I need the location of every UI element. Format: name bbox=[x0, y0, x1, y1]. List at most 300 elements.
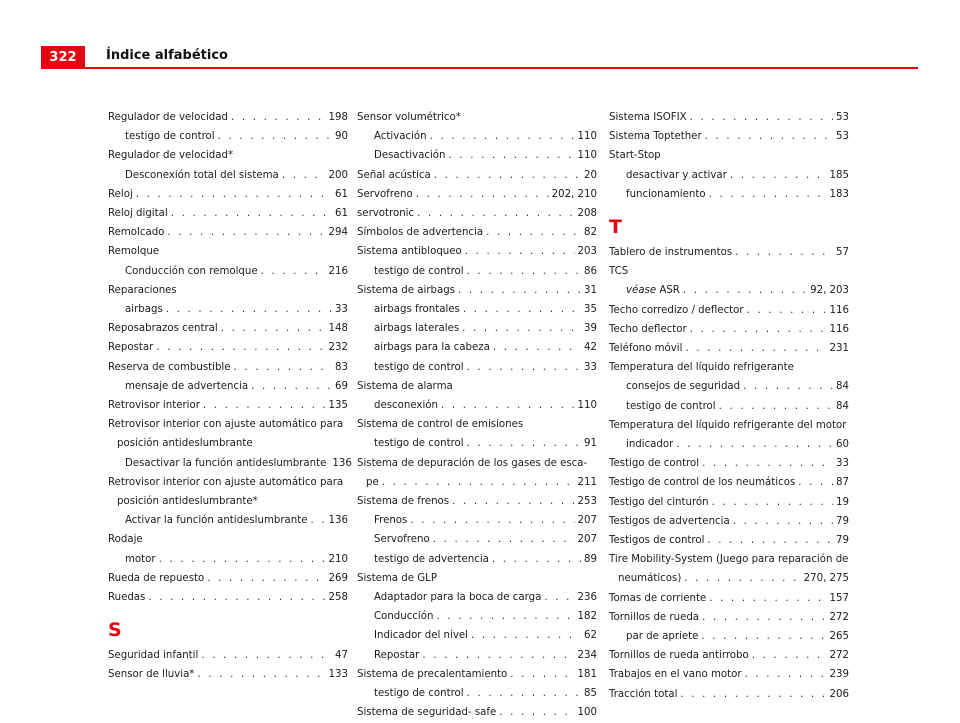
page-reference: 33 bbox=[836, 458, 849, 470]
section-letter-heading: S bbox=[108, 619, 122, 642]
index-entry bbox=[609, 358, 849, 377]
page-reference: 136 bbox=[328, 515, 348, 527]
index-entry bbox=[108, 319, 348, 338]
index-entry bbox=[108, 185, 348, 204]
page-reference: 35 bbox=[584, 304, 597, 316]
index-subentry bbox=[357, 434, 597, 453]
dot-leader bbox=[417, 204, 574, 223]
page-reference: 116 bbox=[829, 323, 849, 335]
dot-leader bbox=[310, 511, 325, 530]
entry-label: Testigo de control de los neumáticos bbox=[609, 477, 796, 489]
dot-leader bbox=[218, 127, 332, 146]
subentry-label: testigo de control bbox=[374, 438, 464, 450]
subentry-label: mensaje de advertencia bbox=[125, 380, 249, 392]
page-reference: 210 bbox=[328, 553, 348, 565]
index-entry-block bbox=[609, 512, 849, 531]
index-entry bbox=[609, 685, 849, 704]
dot-leader bbox=[735, 243, 833, 262]
index-subentry bbox=[108, 454, 352, 473]
page-reference: 148 bbox=[328, 323, 348, 335]
entry-label: Reposabrazos central bbox=[108, 323, 218, 335]
index-subentry bbox=[609, 627, 849, 646]
subentry-label: desconexión bbox=[374, 400, 438, 412]
page-reference: 239 bbox=[829, 669, 849, 681]
index-entry-block bbox=[609, 454, 849, 473]
index-entry-block bbox=[108, 146, 348, 184]
page-reference: 84 bbox=[836, 381, 849, 393]
index-entry-block bbox=[357, 377, 597, 415]
entry-label-continuation: pe bbox=[366, 476, 379, 488]
entry-label: Regulador de velocidad bbox=[108, 112, 228, 123]
index-entry-block bbox=[609, 358, 849, 416]
entry-label: Sistema de alarma bbox=[357, 380, 453, 392]
index-entry bbox=[108, 281, 348, 300]
entry-label: Retrovisor interior con ajuste automático para bbox=[108, 476, 344, 488]
index-subentry bbox=[357, 146, 597, 165]
dot-leader bbox=[465, 242, 575, 261]
dot-leader bbox=[544, 588, 574, 607]
index-entry-block bbox=[609, 608, 849, 646]
entry-label: Sensor de lluvia* bbox=[108, 669, 195, 681]
dot-leader bbox=[159, 550, 326, 569]
subentry-label: consejos de seguridad bbox=[626, 381, 741, 393]
dot-leader bbox=[743, 377, 833, 396]
dot-leader bbox=[702, 454, 833, 473]
entry-label: Techo corredizo / deflector bbox=[609, 304, 744, 316]
page-reference: 47 bbox=[335, 650, 348, 662]
page-reference: 86 bbox=[584, 265, 597, 277]
index-entry-block bbox=[108, 319, 348, 338]
page-reference: 234 bbox=[577, 649, 597, 661]
index-entry-block bbox=[609, 685, 849, 704]
index-entry-block bbox=[357, 415, 597, 453]
index-entry-continuation bbox=[609, 569, 849, 588]
entry-label: Sistema de control de emisiones bbox=[357, 419, 524, 431]
index-entry bbox=[609, 531, 849, 550]
index-entry bbox=[357, 223, 597, 242]
dot-leader bbox=[676, 435, 833, 454]
index-subentry bbox=[357, 396, 597, 415]
dot-leader bbox=[467, 684, 581, 703]
subentry-label: Repostar bbox=[374, 649, 420, 661]
subentry-label: airbags bbox=[125, 304, 163, 316]
page-reference: 100 bbox=[577, 707, 597, 719]
dot-leader bbox=[684, 569, 800, 588]
index-entry-block bbox=[609, 589, 849, 608]
index-entry bbox=[357, 492, 597, 511]
index-entry-block bbox=[357, 223, 597, 242]
page-reference: 19 bbox=[836, 496, 849, 508]
index-entry-block bbox=[609, 262, 849, 300]
index-entry bbox=[108, 146, 348, 165]
page-reference: 182 bbox=[577, 611, 597, 623]
index-entry bbox=[108, 358, 348, 377]
index-entry bbox=[357, 166, 597, 185]
entry-label: Tire Mobility-System (Juego para reparación de bbox=[609, 554, 849, 566]
page-reference: 61 bbox=[335, 208, 348, 220]
index-entry bbox=[609, 108, 849, 127]
subentry-label: Servofreno bbox=[374, 534, 430, 546]
dot-leader bbox=[709, 589, 826, 608]
entry-label: Tomas de corriente bbox=[609, 592, 707, 604]
dot-leader bbox=[197, 665, 325, 684]
dot-leader bbox=[510, 665, 574, 684]
dot-leader bbox=[705, 127, 833, 146]
index-subentry bbox=[609, 281, 849, 300]
page-reference: 90 bbox=[335, 131, 348, 143]
index-entry bbox=[357, 665, 597, 684]
entry-label: Ruedas bbox=[108, 592, 146, 604]
page-reference: 79 bbox=[836, 535, 849, 547]
subentry-label: Activación bbox=[374, 131, 427, 143]
entry-label: Sistema de depuración de los gases de esca- bbox=[357, 457, 588, 469]
dot-leader bbox=[690, 108, 833, 127]
dot-leader bbox=[167, 223, 325, 242]
index-entry-block bbox=[609, 301, 849, 320]
page-reference: 31 bbox=[584, 284, 597, 296]
dot-leader bbox=[701, 627, 826, 646]
dot-leader bbox=[156, 338, 325, 357]
dot-leader bbox=[683, 281, 807, 300]
index-entry-block bbox=[108, 588, 348, 607]
index-entry-block bbox=[609, 665, 849, 684]
entry-label: Tracción total bbox=[609, 688, 678, 700]
page-reference: 33 bbox=[335, 304, 348, 316]
index-entry-block bbox=[357, 569, 597, 665]
index-entry-block bbox=[108, 185, 348, 204]
index-entry bbox=[108, 338, 348, 357]
index-subentry bbox=[357, 511, 597, 530]
entry-label: Rodaje bbox=[108, 534, 143, 546]
dot-leader bbox=[410, 511, 574, 530]
entry-label: Símbolos de advertencia bbox=[357, 227, 484, 239]
page-reference: 116 bbox=[829, 304, 849, 316]
dot-leader bbox=[680, 685, 826, 704]
index-subentry bbox=[357, 319, 597, 338]
header-divider bbox=[41, 67, 918, 69]
page-reference: 211 bbox=[577, 476, 597, 488]
index-entry-block bbox=[609, 416, 849, 454]
dot-leader bbox=[467, 434, 581, 453]
page-reference: 270, 275 bbox=[803, 573, 849, 585]
index-subentry bbox=[108, 300, 348, 319]
index-entry-block bbox=[609, 646, 849, 665]
index-entry bbox=[357, 108, 597, 127]
dot-leader bbox=[463, 300, 581, 319]
index-entry bbox=[108, 665, 348, 684]
entry-label: Sistema Toptether bbox=[609, 131, 702, 143]
subentry-label: testigo de advertencia bbox=[374, 553, 489, 565]
subentry-label: motor bbox=[125, 553, 156, 565]
index-entry-block bbox=[609, 339, 849, 358]
page-reference: 87 bbox=[836, 477, 849, 489]
entry-label: Testigo de control bbox=[609, 458, 700, 470]
page-reference: 203 bbox=[577, 246, 597, 258]
entry-label: Temperatura del líquido refrigerante del motor bbox=[609, 419, 847, 431]
dot-leader bbox=[471, 626, 581, 645]
dot-leader bbox=[148, 588, 325, 607]
dot-leader bbox=[416, 185, 549, 204]
index-entry bbox=[357, 204, 597, 223]
entry-label: Testigos de control bbox=[609, 535, 705, 547]
page-reference: 42 bbox=[584, 342, 597, 354]
dot-leader bbox=[422, 646, 574, 665]
dot-leader bbox=[430, 127, 575, 146]
entry-label: Temperatura del líquido refrigerante bbox=[609, 362, 794, 374]
subentry-label: Desactivación bbox=[374, 150, 446, 162]
index-entry bbox=[357, 569, 597, 588]
page-reference: 84 bbox=[836, 400, 849, 412]
page-reference: 207 bbox=[577, 534, 597, 546]
dot-leader bbox=[207, 569, 325, 588]
dot-leader bbox=[201, 646, 332, 665]
dot-leader bbox=[434, 166, 581, 185]
index-entry-continuation bbox=[108, 492, 348, 511]
subentry-label: testigo de control bbox=[374, 265, 464, 277]
page-reference: 265 bbox=[829, 631, 849, 643]
index-entry bbox=[108, 108, 348, 127]
index-entry bbox=[609, 512, 849, 531]
index-entry bbox=[609, 454, 849, 473]
dot-leader bbox=[707, 531, 833, 550]
page-reference: 133 bbox=[328, 669, 348, 681]
subentry-label: Conducción bbox=[374, 611, 434, 623]
entry-label: Rueda de repuesto bbox=[108, 572, 205, 584]
page-reference: 206 bbox=[829, 688, 849, 700]
entry-label: Sistema ISOFIX bbox=[609, 112, 687, 123]
index-entry bbox=[609, 320, 849, 339]
page-reference: 83 bbox=[335, 361, 348, 373]
page-title: Índice alfabético bbox=[106, 48, 228, 63]
index-entry-block bbox=[609, 473, 849, 492]
index-entry-block bbox=[108, 473, 348, 531]
index-subentry bbox=[357, 127, 597, 146]
dot-leader bbox=[261, 262, 326, 281]
page-reference: 89 bbox=[584, 553, 597, 565]
index-column-3 bbox=[609, 108, 849, 704]
dot-leader bbox=[166, 300, 332, 319]
index-entry-block bbox=[357, 703, 597, 722]
index-subentry bbox=[357, 530, 597, 549]
index-entry-block bbox=[357, 492, 597, 569]
entry-label: Sistema de GLP bbox=[357, 572, 437, 584]
page-reference: 272 bbox=[829, 611, 849, 623]
index-entry bbox=[609, 473, 849, 492]
dot-leader bbox=[493, 338, 581, 357]
index-entry bbox=[357, 415, 597, 434]
index-subentry bbox=[357, 684, 597, 703]
entry-label-continuation: posición antideslumbrante bbox=[117, 438, 253, 450]
page-reference: 61 bbox=[335, 188, 348, 200]
page-reference: 157 bbox=[829, 592, 849, 604]
page-reference: 60 bbox=[836, 439, 849, 451]
index-subentry bbox=[357, 262, 597, 281]
index-entry-block bbox=[609, 243, 849, 262]
subentry-label: airbags para la cabeza bbox=[374, 342, 490, 354]
entry-label: Sistema de precalentamiento bbox=[357, 668, 508, 680]
entry-label-continuation: neumáticos) bbox=[618, 573, 682, 585]
page-reference: 200 bbox=[328, 169, 348, 181]
dot-leader bbox=[203, 396, 326, 415]
page-reference: 202, 210 bbox=[551, 188, 597, 200]
dot-leader bbox=[282, 166, 326, 185]
entry-label: Teléfono móvil bbox=[609, 343, 683, 355]
entry-label: Testigos de advertencia bbox=[609, 515, 730, 527]
page-reference: 69 bbox=[335, 380, 348, 392]
index-subentry bbox=[609, 397, 849, 416]
index-entry-block bbox=[108, 223, 348, 242]
subentry-label: Conducción con remolque bbox=[125, 265, 258, 277]
index-entry bbox=[108, 242, 348, 261]
page-reference: 236 bbox=[577, 592, 597, 604]
index-subentry bbox=[357, 646, 597, 665]
index-entry bbox=[357, 703, 597, 722]
dot-leader bbox=[441, 396, 575, 415]
dot-leader bbox=[136, 185, 332, 204]
index-subentry bbox=[357, 550, 597, 569]
page-reference: 294 bbox=[328, 227, 348, 239]
dot-leader bbox=[702, 608, 826, 627]
index-entry bbox=[609, 416, 849, 435]
page-reference: 258 bbox=[328, 592, 348, 604]
index-entry-block bbox=[108, 665, 348, 684]
index-entry-block bbox=[108, 646, 348, 665]
subentry-label: par de apriete bbox=[626, 631, 699, 643]
index-entry bbox=[108, 569, 348, 588]
entry-label: Remolque bbox=[108, 246, 160, 258]
index-column-2 bbox=[357, 108, 597, 723]
entry-label: Sistema de frenos bbox=[357, 496, 450, 508]
page-reference: 20 bbox=[584, 169, 597, 181]
entry-label: Señal acústica bbox=[357, 169, 431, 181]
index-column-1 bbox=[108, 108, 352, 685]
entry-label: Tornillos de rueda bbox=[609, 611, 700, 623]
page-reference: 39 bbox=[584, 323, 597, 335]
page-reference: 232 bbox=[328, 342, 348, 354]
index-entry-block bbox=[108, 530, 348, 568]
page-reference: 272 bbox=[829, 650, 849, 662]
dot-leader bbox=[752, 646, 827, 665]
index-entry-block bbox=[609, 531, 849, 550]
entry-label: Reparaciones bbox=[108, 284, 177, 296]
index-entry bbox=[609, 665, 849, 684]
entry-label: Start-Stop bbox=[609, 150, 661, 162]
index-entry bbox=[108, 588, 348, 607]
index-entry-block bbox=[609, 108, 849, 127]
dot-leader bbox=[231, 108, 326, 127]
index-entry-block bbox=[609, 550, 849, 588]
index-entry-block bbox=[357, 454, 597, 492]
index-entry-block bbox=[108, 242, 348, 280]
page-reference: 57 bbox=[836, 247, 849, 259]
index-entry-block bbox=[108, 108, 348, 146]
page-reference: 208 bbox=[577, 208, 597, 220]
entry-label: Sistema de airbags bbox=[357, 284, 455, 296]
subentry-label: Indicador del nivel bbox=[374, 630, 468, 642]
dot-leader bbox=[448, 146, 574, 165]
entry-label: Regulador de velocidad* bbox=[108, 150, 234, 162]
page-reference: 110 bbox=[577, 150, 597, 162]
index-subentry bbox=[357, 338, 597, 357]
index-entry-block bbox=[108, 281, 348, 319]
index-entry bbox=[357, 185, 597, 204]
entry-label: Reloj digital bbox=[108, 208, 168, 220]
index-entry-continuation bbox=[357, 473, 597, 492]
index-subentry bbox=[357, 607, 597, 626]
entry-label: Seguridad infantil bbox=[108, 650, 199, 662]
subentry-label: Desactivar la función antideslumbrante bbox=[125, 457, 327, 469]
dot-leader bbox=[798, 473, 833, 492]
index-entry bbox=[108, 530, 348, 549]
dot-leader bbox=[221, 319, 326, 338]
dot-leader bbox=[719, 397, 833, 416]
page-reference: 53 bbox=[836, 131, 849, 143]
index-entry-block bbox=[357, 108, 597, 166]
page-reference: 198 bbox=[328, 112, 348, 123]
dot-leader bbox=[436, 607, 574, 626]
subentry-label: indicador bbox=[626, 439, 674, 451]
subentry-label: testigo de control bbox=[626, 400, 716, 412]
index-entry bbox=[108, 223, 348, 242]
index-entry bbox=[609, 589, 849, 608]
index-entry bbox=[357, 281, 597, 300]
index-subentry bbox=[108, 550, 348, 569]
dot-leader bbox=[747, 301, 827, 320]
entry-label-continuation: posición antideslumbrante* bbox=[117, 496, 258, 508]
subentry-label: airbags frontales bbox=[374, 304, 460, 316]
index-entry-block bbox=[357, 204, 597, 223]
index-entry-block bbox=[609, 146, 849, 204]
page-reference: 183 bbox=[829, 188, 849, 200]
page-reference: 82 bbox=[584, 227, 597, 239]
page-reference: 207 bbox=[577, 515, 597, 527]
index-entry-block bbox=[108, 358, 348, 396]
dot-leader bbox=[251, 377, 332, 396]
subentry-label: Adaptador para la boca de carga bbox=[374, 592, 542, 604]
dot-leader bbox=[730, 166, 827, 185]
subentry-label: Activar la función antideslumbrante bbox=[125, 515, 308, 527]
index-entry bbox=[108, 204, 348, 223]
dot-leader bbox=[712, 493, 833, 512]
subentry-label bbox=[626, 281, 680, 300]
page-reference: 135 bbox=[328, 400, 348, 412]
index-entry bbox=[108, 396, 348, 415]
entry-label: Reserva de combustible bbox=[108, 361, 231, 373]
subentry-label: airbags laterales bbox=[374, 323, 460, 335]
page-reference: 62 bbox=[584, 630, 597, 642]
entry-label: Tornillos de rueda antirrobo bbox=[609, 650, 749, 662]
index-subentry bbox=[108, 127, 348, 146]
index-subentry bbox=[609, 435, 849, 454]
index-subentry bbox=[108, 262, 348, 281]
subentry-label: testigo de control bbox=[374, 361, 464, 373]
dot-leader bbox=[433, 530, 575, 549]
index-subentry bbox=[108, 511, 348, 530]
dot-leader bbox=[690, 320, 827, 339]
subentry-label: Desconexión total del sistema bbox=[125, 169, 279, 181]
entry-label: Sistema de seguridad- safe bbox=[357, 707, 497, 719]
page-reference: 85 bbox=[584, 688, 597, 700]
page-reference: 53 bbox=[836, 112, 849, 123]
entry-label: Tablero de instrumentos bbox=[609, 247, 733, 259]
index-entry bbox=[609, 262, 849, 281]
index-subentry bbox=[357, 588, 597, 607]
index-entry-continuation bbox=[108, 434, 348, 453]
page-reference: 216 bbox=[328, 265, 348, 277]
subentry-label: testigo de control bbox=[125, 131, 215, 143]
page-reference: 181 bbox=[577, 668, 597, 680]
entry-label: Reloj bbox=[108, 188, 133, 200]
